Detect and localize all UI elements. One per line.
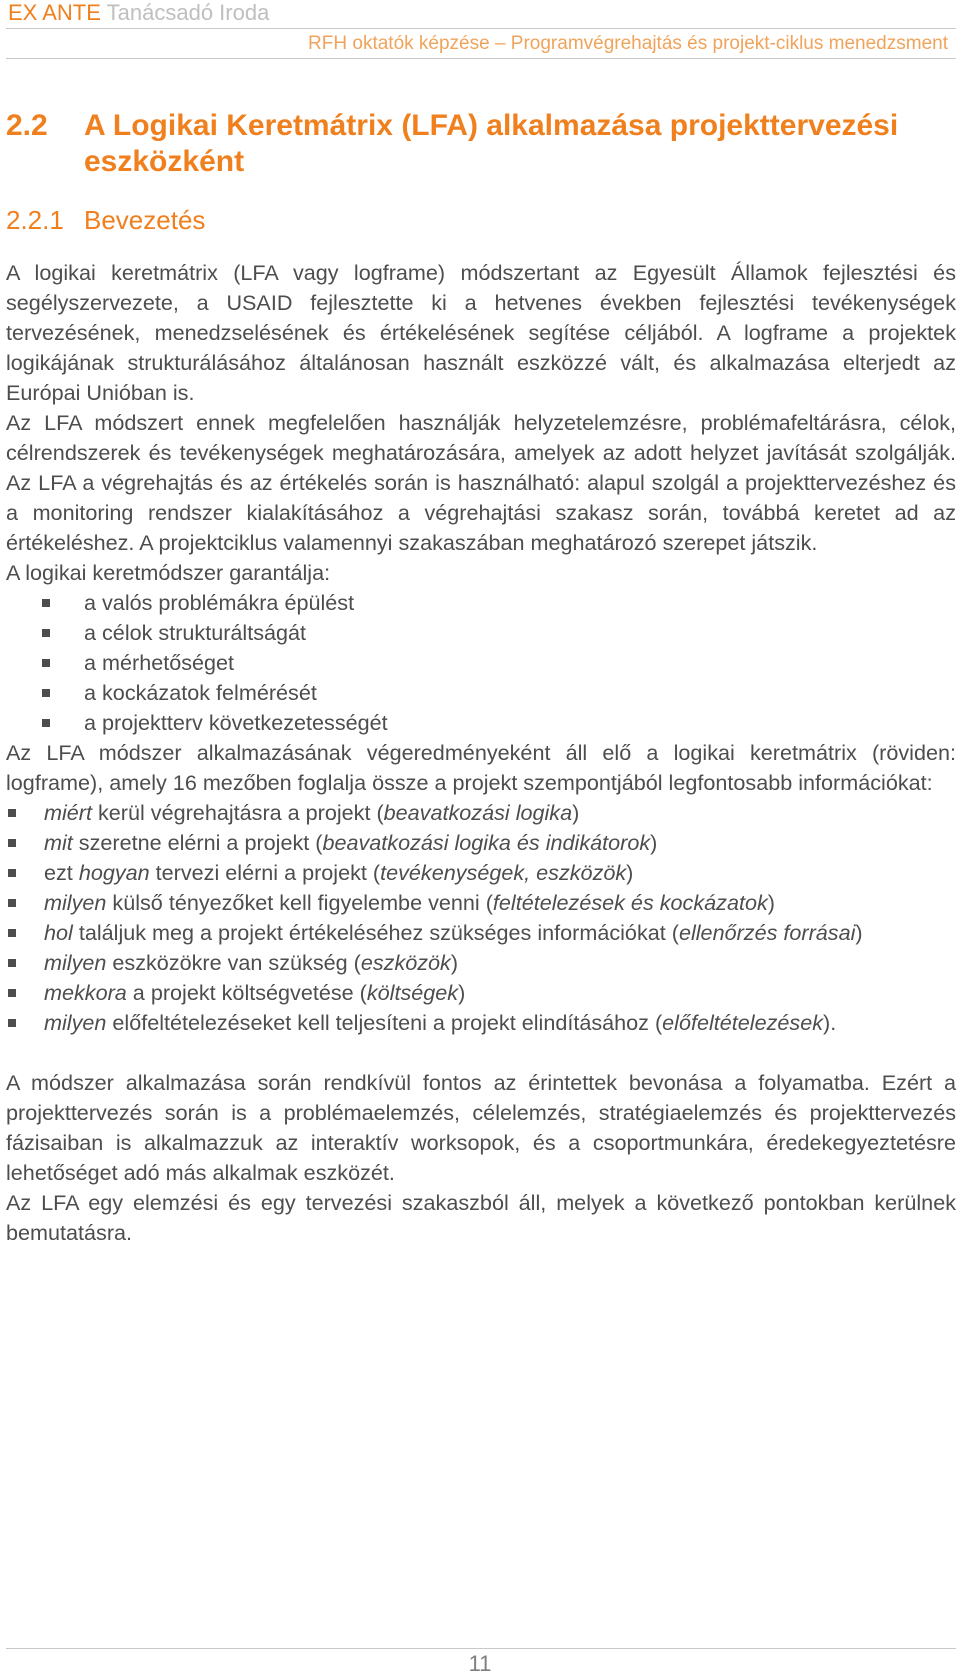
question-end: ) <box>450 950 459 975</box>
bullet-square-icon <box>8 899 16 907</box>
question-prefix: ezt <box>44 860 79 885</box>
bullet-square-icon <box>8 809 16 817</box>
bullet-square-icon <box>8 1019 16 1027</box>
section-heading <box>6 108 956 180</box>
question-list <box>6 798 956 1038</box>
question-word: milyen <box>44 950 107 975</box>
brand-rest: Tanácsadó Iroda <box>100 0 270 25</box>
list-item-text: a célok strukturáltságát <box>84 620 307 645</box>
paragraph-guarantee-intro: A logikai keretmódszer garantálja: <box>6 560 331 585</box>
list-item <box>6 888 956 918</box>
question-end: ) <box>650 830 658 855</box>
header-subtitle: RFH oktatók képzése – Programvégrehajtás és projekt-ciklus menedzsment <box>308 33 948 54</box>
question-text: külső tényezőket kell figyelembe venni ( <box>106 890 493 915</box>
bullet-square-icon <box>8 839 16 847</box>
section-title: A Logikai Keretmátrix (LFA) alkalmazása projekttervezési eszközként <box>84 109 899 178</box>
list-item <box>6 1008 956 1038</box>
list-item <box>6 828 956 858</box>
document-content <box>6 108 956 1248</box>
question-text: tervezi elérni a projekt ( <box>149 860 381 885</box>
question-word: milyen <box>44 890 107 915</box>
question-word: hol <box>44 920 73 945</box>
question-text: szeretne elérni a projekt ( <box>72 830 323 855</box>
bullet-square-icon <box>8 929 16 937</box>
list-item-text: a projektterv következetességét <box>84 710 388 735</box>
list-item <box>6 708 956 738</box>
bullet-square-icon <box>8 989 16 997</box>
question-end: ) <box>767 890 775 915</box>
question-word: miért <box>44 800 92 825</box>
question-text: kerül végrehajtásra a projekt ( <box>92 800 384 825</box>
question-end: ) <box>855 920 863 945</box>
list-item <box>6 798 956 828</box>
paragraph-phases: Az LFA egy elemzési és egy tervezési szakaszból áll, melyek a következő pontokban kerülnek bemutatásra. <box>6 1190 956 1245</box>
question-answer: beavatkozási logika <box>383 800 573 825</box>
paragraph-intro: A logikai keretmátrix (LFA vagy logframe) módszertant az Egyesült Államok fejlesztési és segélyszervezete, a USAID fejlesztette ki a hetvenes években fejlesztési tevékenységek tervezésének, menedzselésének és értékelésének segítése céljából. A logframe a projektek logikájának strukturálásához általánosan használt eszközzé vált, és alkalmazása elterjedt az Európai Unióban is. <box>6 260 956 405</box>
list-item <box>6 588 956 618</box>
list-item <box>6 948 956 978</box>
bullet-square-icon <box>42 689 50 697</box>
question-end: ) <box>572 800 580 825</box>
subsection-heading <box>6 204 956 236</box>
question-answer: beavatkozási logika és indikátorok <box>322 830 651 855</box>
header-divider-bottom <box>6 58 956 59</box>
bullet-square-icon <box>42 629 50 637</box>
header-divider-top <box>6 28 956 29</box>
list-item <box>6 678 956 708</box>
question-answer: eszközök <box>360 950 451 975</box>
bullet-square-icon <box>42 599 50 607</box>
question-answer: feltételezések és kockázatok <box>492 890 768 915</box>
subsection-number: 2.2.1 <box>6 205 64 235</box>
brand-logo <box>8 0 269 26</box>
footer-divider <box>6 1648 956 1649</box>
question-text: előfeltételezéseket kell teljesíteni a projekt elindításához ( <box>106 1010 663 1035</box>
list-item <box>6 858 956 888</box>
bullet-square-icon <box>42 719 50 727</box>
list-item-text: a valós problémákra épülést <box>84 590 355 615</box>
list-item-text: a kockázatok felmérését <box>84 680 317 705</box>
question-text: eszközökre van szükség ( <box>106 950 361 975</box>
list-item <box>6 918 956 948</box>
page-header <box>6 0 956 72</box>
question-word: mekkora <box>44 980 127 1005</box>
page-number: 11 <box>468 1651 492 1676</box>
paragraph-logframe: Az LFA módszer alkalmazásának végeredményeként áll elő a logikai keretmátrix (röviden: logframe), amely 16 mezőben foglalja össze a projekt szempontjából legfontosabb információkat: <box>6 740 956 795</box>
list-item <box>6 648 956 678</box>
brand-ex: EX <box>8 0 43 25</box>
question-text: a projekt költségvetése ( <box>126 980 367 1005</box>
list-item <box>6 978 956 1008</box>
question-answer: ellenőrzés forrásai <box>678 920 856 945</box>
section-number: 2.2 <box>6 109 48 142</box>
subsection-title: Bevezetés <box>84 205 206 235</box>
brand-ante: ANTE <box>42 0 101 25</box>
paragraph-usage: Az LFA módszert ennek megfelelően használják helyzetelemzésre, problémafeltárásra, célok, célrendszerek és tevékenységek meghatározására, amelyek az adott helyzet javítását szolgálják. Az LFA a végrehajtás és az értékelés során is használható: alapul szolgál a projekttervezéshez és a monitoring rendszer kialakításához a végrehajtási szakasz során, továbbá keretet ad az értékeléshez. A projektciklus valamennyi szakaszában meghatározó szerepet játszik. <box>6 410 956 555</box>
body-text <box>6 258 956 1248</box>
bullet-square-icon <box>8 869 16 877</box>
question-answer: költségek <box>366 980 459 1005</box>
question-word: hogyan <box>78 860 150 885</box>
list-item <box>6 618 956 648</box>
question-end: ) <box>458 980 466 1005</box>
paragraph-stakeholders: A módszer alkalmazása során rendkívül fontos az érintettek bevonása a folyamatba. Ezért a projekttervezés során is a problémaelemzés, célelemzés, stratégiaelemzés és projekttervezés fázisaiban is alkalmazzuk az interaktív worksopok, és a csoportmunkára, éredekegyeztetésre lehetőséget adó más alkalmak eszközét. <box>6 1070 956 1185</box>
question-answer: előfeltételezések <box>662 1010 824 1035</box>
question-text: találjuk meg a projekt értékeléséhez szükséges információkat ( <box>72 920 679 945</box>
list-item-text: a mérhetőséget <box>84 650 235 675</box>
question-answer: tevékenységek, eszközök <box>380 860 627 885</box>
bullet-square-icon <box>8 959 16 967</box>
question-end: ). <box>823 1010 837 1035</box>
bullet-square-icon <box>42 659 50 667</box>
question-word: mit <box>44 830 73 855</box>
guarantee-list <box>6 588 956 738</box>
question-word: milyen <box>44 1010 107 1035</box>
question-end: ) <box>626 860 634 885</box>
